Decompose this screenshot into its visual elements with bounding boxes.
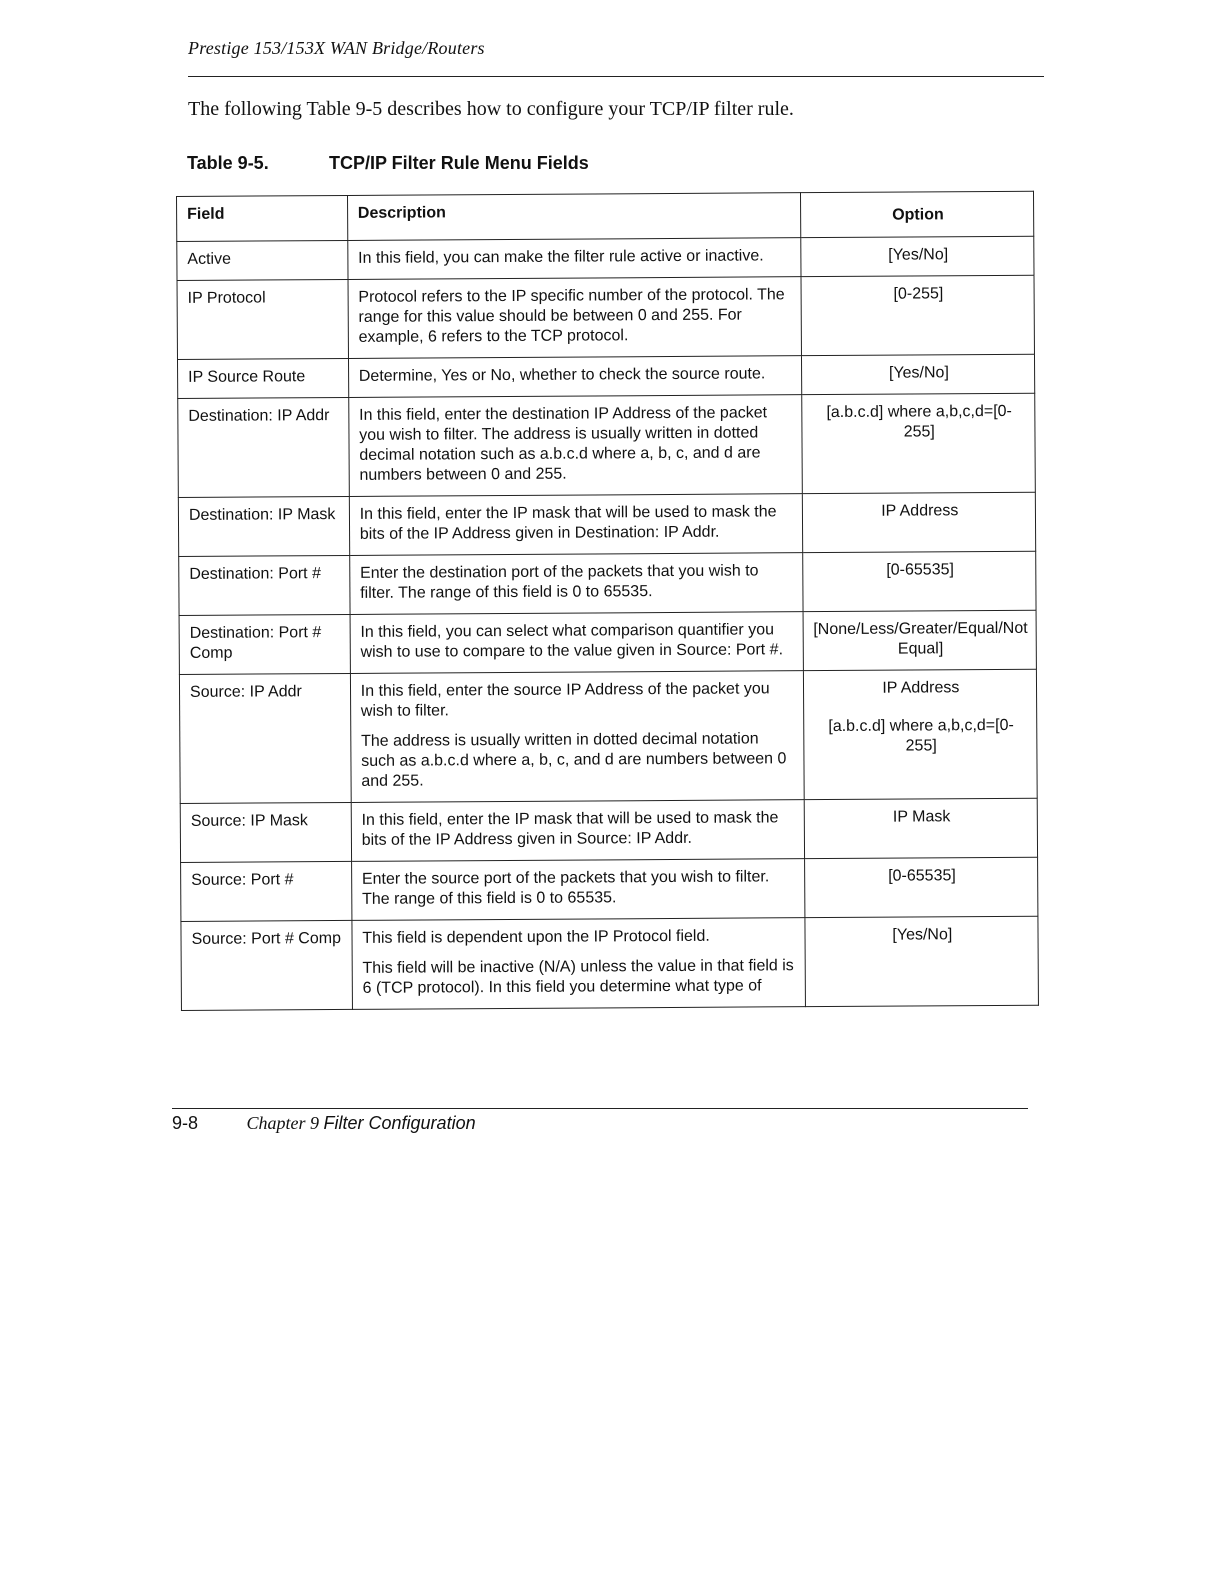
option-text: IP Address xyxy=(881,502,959,520)
field-name-cell: Source: IP Addr xyxy=(179,673,351,803)
header-field: Field xyxy=(177,195,348,241)
description-text-secondary: The address is usually written in dotted decimal notation such as a.b.c.d where a, b, c, and d are numbers between 0 and 255. xyxy=(361,730,787,790)
page-number: 9-8 xyxy=(172,1113,199,1133)
option-text: [None/Less/Greater/Equal/Not Equal] xyxy=(813,619,1028,658)
table-row xyxy=(177,354,1034,398)
field-name-cell: IP Source Route xyxy=(177,358,348,398)
description-text: Enter the destination port of the packets that you wish to filter. The range of this field is 0 to 65535. xyxy=(360,562,759,602)
running-title: Prestige 153/153X WAN Bridge/Routers xyxy=(188,38,485,58)
option-cell xyxy=(802,551,1036,611)
option-text: [Yes/No] xyxy=(888,364,949,382)
description-text: In this field, enter the source IP Address of the packet you wish to filter. xyxy=(360,680,770,720)
field-name-cell: Destination: Port # Comp xyxy=(179,614,350,674)
table-row xyxy=(177,275,1034,359)
table-row xyxy=(178,492,1035,556)
description-cell xyxy=(348,238,801,280)
description-text: In this field, enter the destination IP Address of the packet you wish to filter. The address is usually written in dotted decimal notation such as a.b.c.d where a, b, c, and d are numbers between 0 and 255. xyxy=(359,404,768,484)
table-row xyxy=(181,857,1038,921)
page-footer xyxy=(172,1108,1028,1134)
description-text: In this field, enter the IP mask that will be used to mask the bits of the IP Address given in Source: IP Addr. xyxy=(361,809,779,849)
field-name-cell: Active xyxy=(177,240,348,280)
option-cell xyxy=(801,275,1035,355)
option-text: [0-255] xyxy=(893,285,944,303)
field-name-cell: Destination: Port # xyxy=(179,555,350,615)
description-cell xyxy=(349,553,802,615)
table-header-row xyxy=(177,191,1034,241)
footer-section: Filter Configuration xyxy=(323,1113,476,1133)
table-title: TCP/IP Filter Rule Menu Fields xyxy=(329,153,589,173)
option-text: [0-65535] xyxy=(888,867,956,885)
option-text: [Yes/No] xyxy=(892,926,953,944)
description-cell xyxy=(350,612,803,674)
option-cell xyxy=(801,354,1035,394)
description-text: This field is dependent upon the IP Protocol field. xyxy=(362,927,710,947)
option-cell xyxy=(805,916,1039,1006)
field-name-cell: Destination: IP Addr xyxy=(178,397,349,497)
table-caption xyxy=(187,153,589,174)
description-cell xyxy=(348,277,801,359)
description-text: In this field, enter the IP mask that will be used to mask the bits of the IP Address given in Destination: IP Addr. xyxy=(359,503,777,543)
table-row xyxy=(178,393,1036,497)
option-text: [0-65535] xyxy=(886,561,954,579)
option-text-secondary: [a.b.c.d] where a,b,c,d=[0-255] xyxy=(828,716,1014,755)
description-text: Determine, Yes or No, whether to check the source route. xyxy=(358,365,766,385)
option-cell xyxy=(800,236,1034,276)
description-text: Protocol refers to the IP specific number of the protocol. The range for this value should be between 0 and 255. For example, 6 refers to the TCP protocol. xyxy=(358,286,785,346)
table-row xyxy=(179,551,1036,615)
field-name-cell: Source: IP Mask xyxy=(180,802,351,862)
field-name-cell: IP Protocol xyxy=(177,279,348,359)
table-body xyxy=(177,236,1039,1010)
option-cell xyxy=(802,492,1036,552)
running-header xyxy=(188,38,1044,77)
table-row xyxy=(177,236,1034,280)
description-cell xyxy=(351,800,804,862)
option-cell xyxy=(803,669,1037,799)
header-option: Option xyxy=(800,191,1034,237)
option-cell xyxy=(801,393,1035,493)
table-row xyxy=(179,610,1036,674)
option-text: IP Mask xyxy=(892,808,951,826)
table-row xyxy=(181,916,1039,1010)
field-name-cell: Source: Port # Comp xyxy=(181,920,352,1010)
option-text: IP Address xyxy=(882,679,960,697)
description-cell xyxy=(350,671,804,803)
description-text: In this field, you can make the filter rule active or inactive. xyxy=(358,247,764,267)
field-name-cell: Source: Port # xyxy=(181,861,352,921)
table-row xyxy=(180,798,1037,862)
description-cell xyxy=(349,494,802,556)
option-cell xyxy=(803,610,1037,670)
footer-chapter: Chapter 9 xyxy=(246,1113,320,1133)
option-text: [Yes/No] xyxy=(888,246,949,264)
header-description: Description xyxy=(347,193,800,241)
table-row xyxy=(179,669,1037,803)
description-text: In this field, you can select what comparison quantifier you wish to use to compare to the value given in Source: Port #. xyxy=(360,621,784,661)
option-cell xyxy=(804,798,1038,858)
description-cell xyxy=(348,395,801,497)
table-number: Table 9-5. xyxy=(187,153,269,173)
option-text: [a.b.c.d] where a,b,c,d=[0-255] xyxy=(826,402,1012,441)
description-cell xyxy=(351,859,804,921)
description-cell xyxy=(352,918,805,1010)
description-cell xyxy=(348,356,801,398)
filter-rule-fields-table xyxy=(176,191,1039,1011)
description-text: Enter the source port of the packets that you wish to filter. The range of this field is 0 to 65535. xyxy=(361,868,770,908)
description-text-secondary: This field will be inactive (N/A) unless the value in that field is 6 (TCP protocol). In this field you determine what type of xyxy=(362,957,794,997)
option-cell xyxy=(804,857,1038,917)
intro-paragraph: The following Table 9-5 describes how to configure your TCP/IP filter rule. xyxy=(188,98,794,120)
field-name-cell: Destination: IP Mask xyxy=(178,496,349,556)
